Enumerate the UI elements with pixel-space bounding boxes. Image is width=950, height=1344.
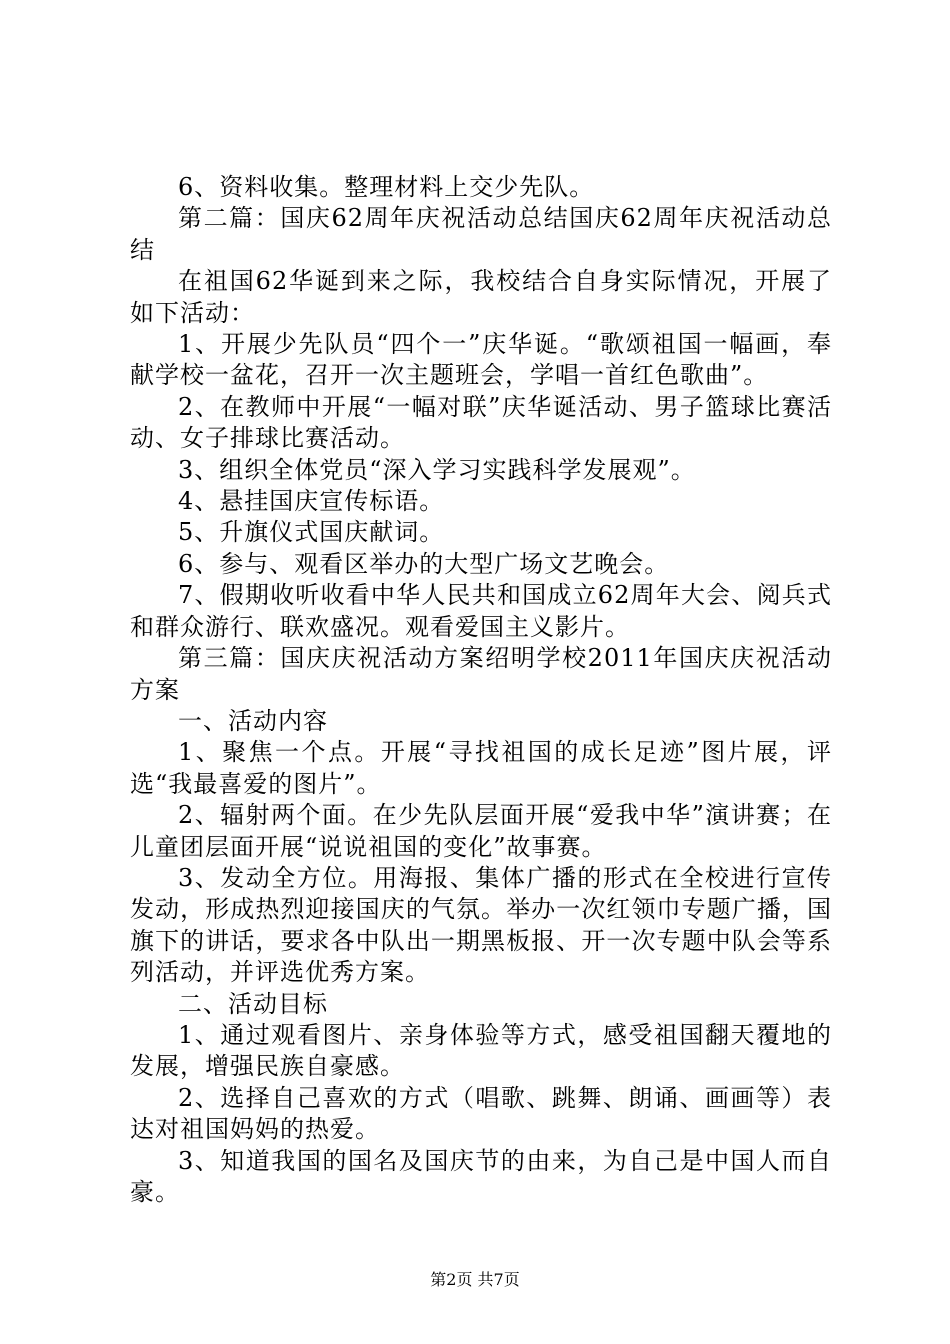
list-item: 7、假期收听收看中华人民共和国成立62周年大会、阅兵式和群众游行、联欢盛况。观看爱国主义影片。: [130, 581, 832, 641]
subsection-heading: 二、活动目标: [178, 989, 328, 1018]
page-number: 第2页 共7页: [430, 1270, 520, 1289]
list-item: 1、聚焦一个点。开展“寻找祖国的成长足迹”图片展，评选“我最喜爱的图片”。: [130, 738, 832, 798]
section-heading: 第二篇：国庆62周年庆祝活动总结国庆62周年庆祝活动总结: [130, 204, 832, 264]
document-body: [130, 172, 832, 1208]
paragraph: 6、资料收集。整理材料上交少先队。: [178, 173, 595, 201]
list-item: 5、升旗仪式国庆献词。: [178, 518, 445, 547]
list-item: 4、悬挂国庆宣传标语。: [178, 487, 445, 516]
list-item: 2、在教师中开展“一幅对联”庆华诞活动、男子篮球比赛活动、女子排球比赛活动。: [130, 392, 832, 453]
list-item: 1、开展少先队员“四个一”庆华诞。“歌颂祖国一幅画，奉献学校一盆花，召开一次主题班会，学唱一首红色歌曲”。: [130, 330, 832, 390]
list-item: 1、通过观看图片、亲身体验等方式，感受祖国翻天覆地的发展，增强民族自豪感。: [130, 1020, 832, 1081]
list-item: 2、辐射两个面。在少先队层面开展“爱我中华”演讲赛；在儿童团层面开展“说说祖国的变化”故事赛。: [130, 801, 832, 861]
list-item: 6、参与、观看区举办的大型广场文艺晚会。: [178, 549, 670, 578]
list-item: 3、知道我国的国名及国庆节的由来，为自己是中国人而自豪。: [130, 1146, 832, 1206]
paragraph: 在祖国62华诞到来之际，我校结合自身实际情况，开展了如下活动：: [130, 267, 832, 327]
list-item: 2、选择自己喜欢的方式（唱歌、跳舞、朗诵、画画等）表达对祖国妈妈的热爱。: [130, 1083, 832, 1144]
list-item: 3、发动全方位。用海报、集体广播的形式在全校进行宣传发动，形成热烈迎接国庆的气氛。举办一次红领巾专题广播，国旗下的讲话，要求各中队出一期黑板报、开一次专题中队会等系列活动，并评选优秀方案。: [130, 863, 832, 987]
section-heading: 第三篇：国庆庆祝活动方案绍明学校2011年国庆庆祝活动方案: [130, 644, 832, 704]
subsection-heading: 一、活动内容: [178, 706, 328, 735]
list-item: 3、组织全体党员“深入学习实践科学发展观”。: [178, 455, 696, 484]
